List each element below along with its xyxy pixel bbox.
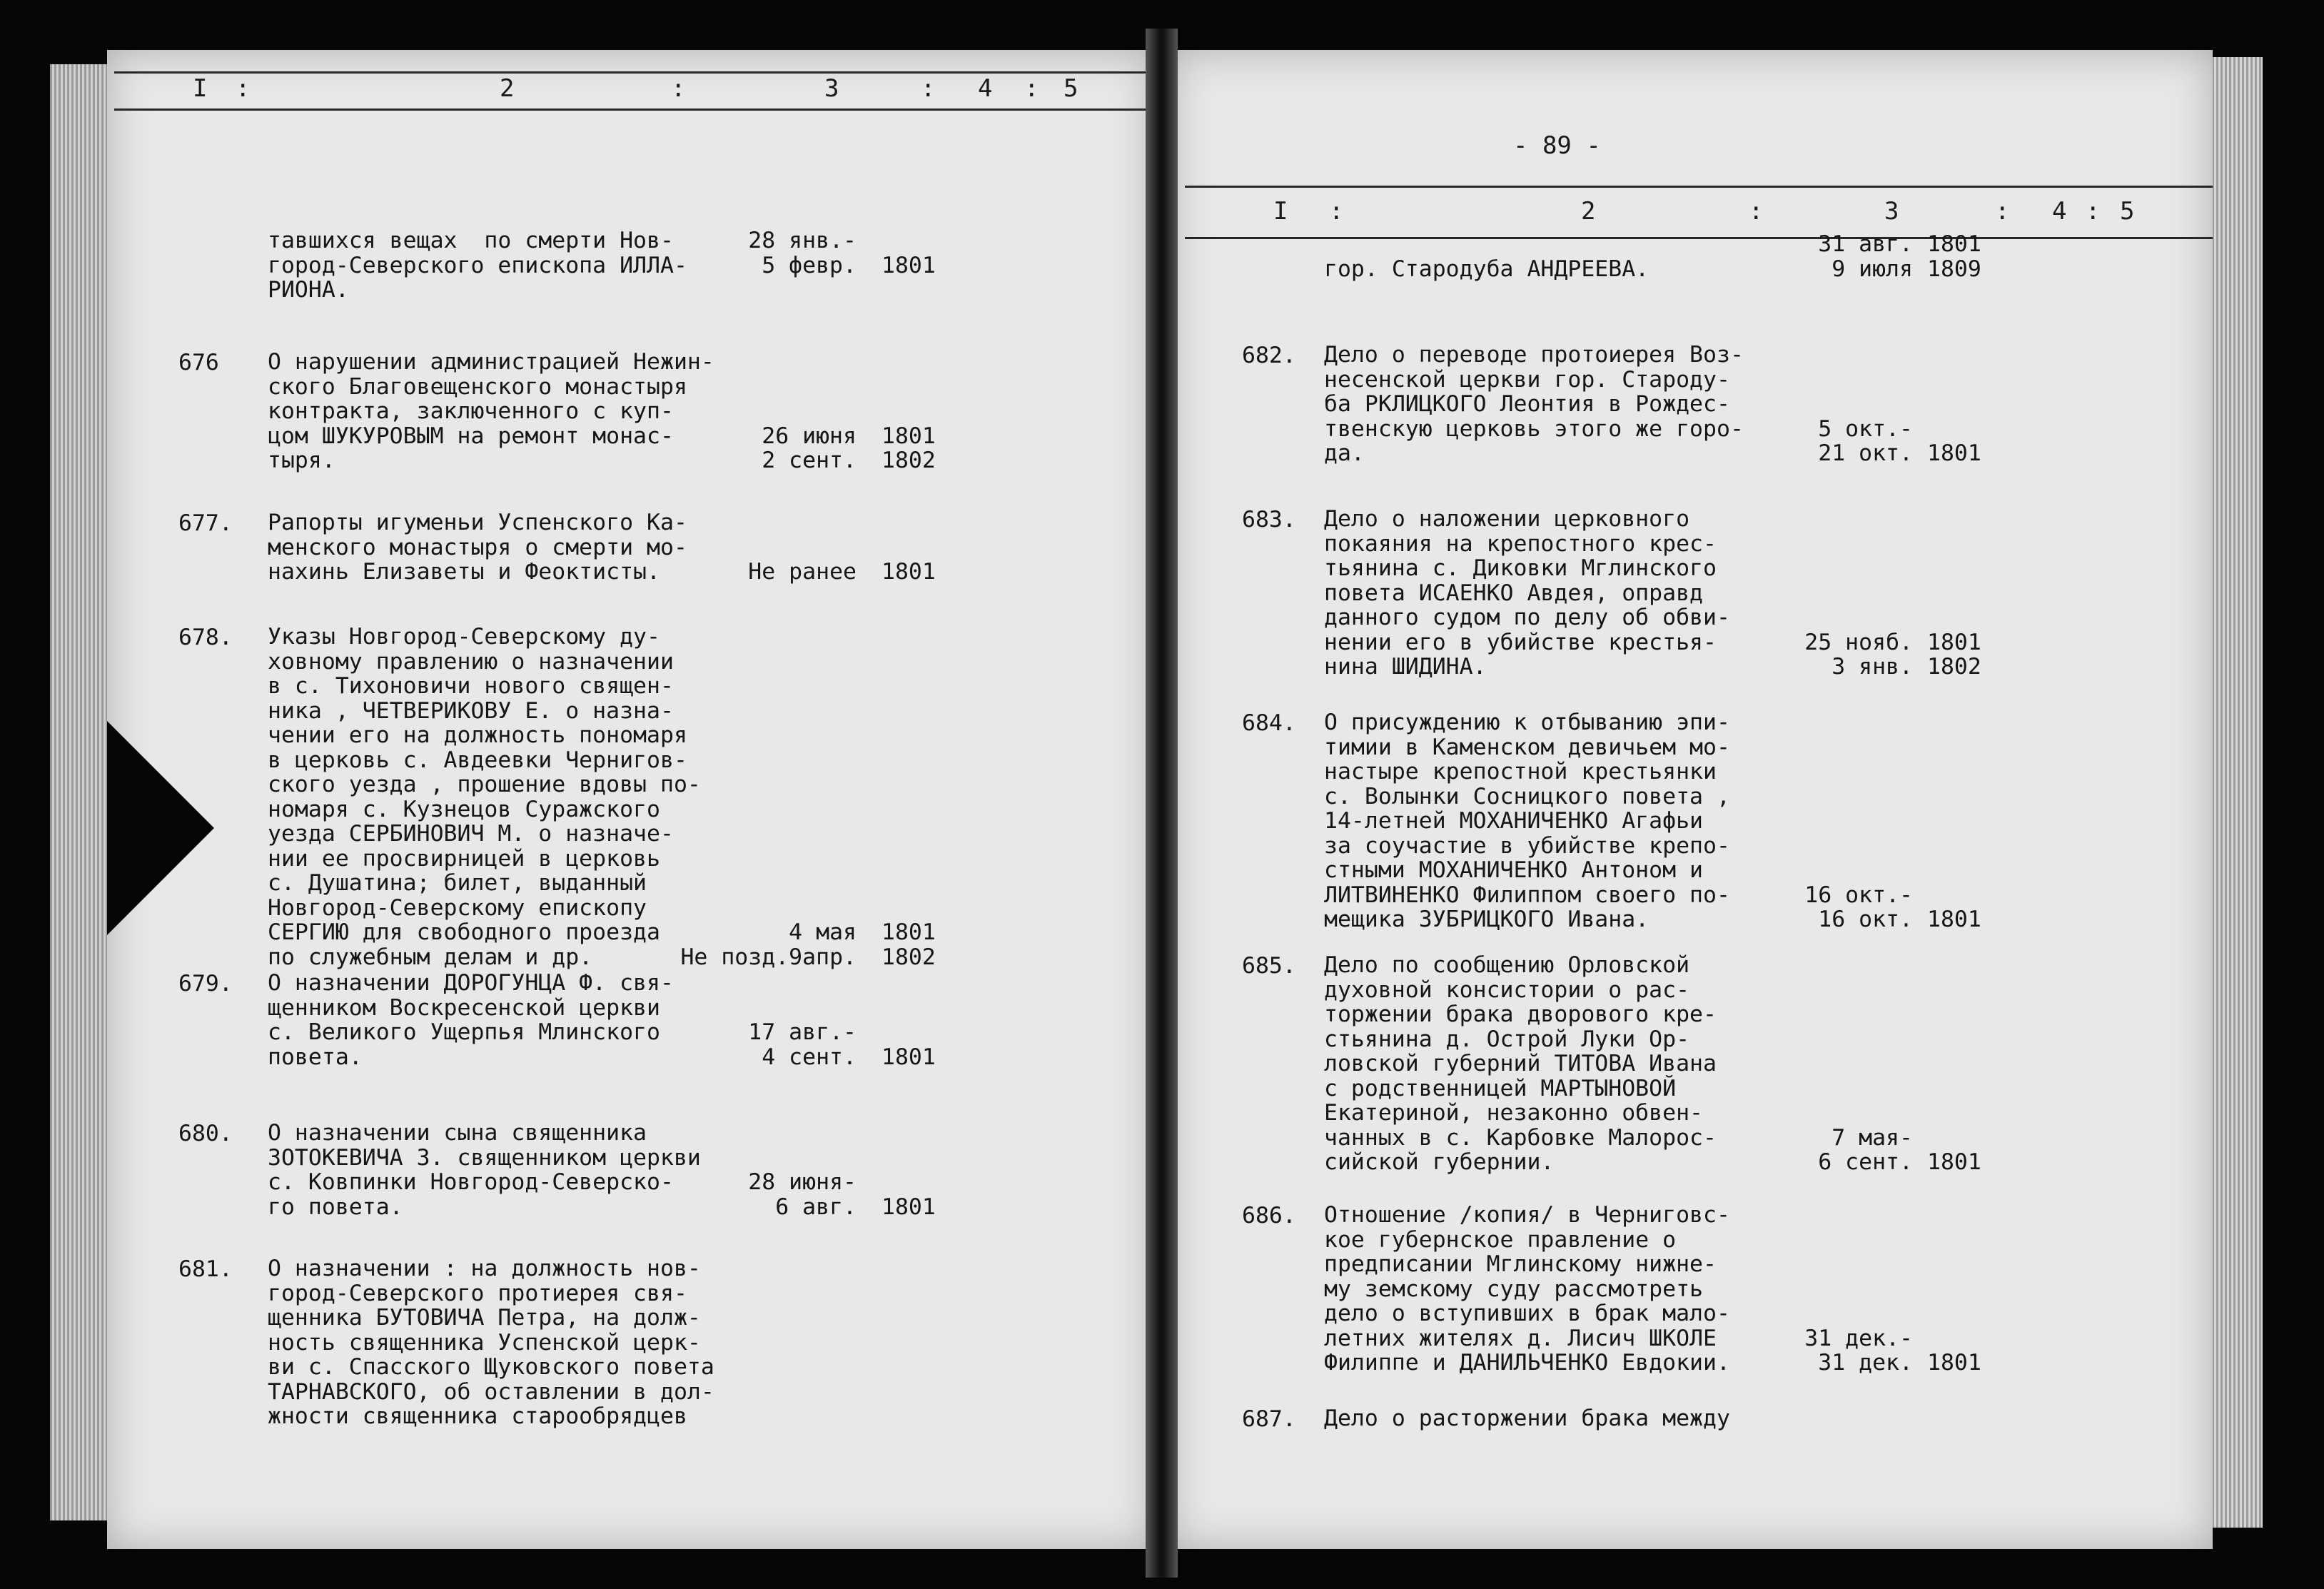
entry-date: 31 авг. — [1818, 231, 1913, 257]
col-sep: : — [2086, 197, 2101, 226]
entry-text-line: чении его на должность пономаря — [268, 722, 687, 748]
entry-text-line: ского Благовещенского монастыря — [268, 373, 687, 400]
entry-text-line: гор. Стародуба АНДРЕЕВА. — [1324, 256, 1649, 282]
entry-text-line: менского монастыря о смерти мо- — [268, 534, 687, 560]
entry-year: 1801 — [881, 252, 936, 278]
entry-text-line: дело о вступивших в брак мало- — [1324, 1301, 1730, 1326]
entry-text-line: твенскую церковь этого же горо- — [1324, 415, 1744, 442]
entry-text-line: уезда СЕРБИНОВИЧ М. о назначе- — [268, 821, 674, 847]
entry-text-line: ловской губерний ТИТОВА Ивана — [1324, 1051, 1717, 1076]
entry-text-line: Отношение /копия/ в Черниговс- — [1324, 1202, 1730, 1228]
entry-year: 1809 — [1927, 256, 1981, 282]
entry-text-line: О присуждению к отбыванию эпи- — [1324, 710, 1730, 735]
entry-text-line: Филиппе и ДАНИЛЬЧЕНКО Евдокии. — [1324, 1350, 1730, 1376]
entry-text-line: ЗОТОКЕВИЧА З. священником церкви — [268, 1144, 701, 1171]
col-header-2: 2 — [500, 74, 515, 103]
entry-date: 31 дек.- — [1804, 1325, 1913, 1351]
entry-text-line: данного судом по делу об обви- — [1324, 605, 1730, 630]
right-page-stack-edge — [2206, 57, 2263, 1528]
col-sep: : — [1995, 197, 2010, 226]
left-page-stack-edge — [50, 64, 114, 1520]
entry-text-line: по служебным делам и др. — [268, 944, 593, 970]
entry-text-line: ЛИТВИНЕНКО Филиппом своего по- — [1324, 882, 1730, 908]
entry-text-line: О назначении : на должность нов- — [268, 1256, 701, 1281]
entry-date: 4 мая — [789, 919, 857, 945]
entry-number: 681. — [178, 1256, 233, 1282]
entry-number: 687. — [1242, 1406, 1296, 1432]
entry-number: 678. — [178, 625, 233, 650]
entry-text-line: духовной консистории о рас- — [1324, 977, 1690, 1003]
entry-date: 16 окт. — [1818, 907, 1913, 932]
entry-text-line: повета. — [268, 1044, 363, 1070]
entry-text-line: Дело о расторжении брака между — [1324, 1406, 1730, 1431]
entry-date: 28 янв.- — [748, 228, 857, 253]
entry-year: 1801 — [881, 559, 936, 585]
entry-date: 6 авг. — [775, 1194, 857, 1220]
entry-text-line: ТАРНАВСКОГО, об оставлении в дол- — [268, 1378, 714, 1405]
entry-date: 3 янв. — [1832, 654, 1913, 680]
entry-text-line: Указы Новгород-Северскому ду- — [268, 624, 660, 650]
col-header-3: 3 — [1884, 197, 1899, 226]
entry-date: 16 окт.- — [1804, 882, 1913, 908]
entry-text-line: нина ШИДИНА. — [1324, 654, 1487, 680]
entry-text-line: Дело по сообщению Орловской — [1324, 952, 1690, 978]
entry-year: 1802 — [881, 944, 936, 970]
entry-text-line: стьянина д. Острой Луки Ор- — [1324, 1026, 1690, 1052]
entry-text-line: ность священника Успенской церк- — [268, 1329, 701, 1356]
entry-text-line: мещика ЗУБРИЦКОГО Ивана. — [1324, 907, 1649, 932]
entry-text-line: нении его в убийстве крестья- — [1324, 629, 1717, 655]
entry-text-line: Новгород-Северскому епископу — [268, 894, 647, 921]
entry-text-line: СЕРГИЮ для свободного проезда — [268, 919, 660, 945]
entry-date: 7 мая- — [1832, 1124, 1913, 1151]
entry-text-line: несенской церкви гор. Староду- — [1324, 366, 1730, 393]
entry-text-line: город-Северского протиерея свя- — [268, 1280, 687, 1306]
entry-date: 28 июня- — [748, 1169, 857, 1195]
entry-year: 1801 — [1927, 1149, 1981, 1175]
col-sep: : — [921, 74, 936, 103]
entry-text-line: ского уезда , прошение вдовы по- — [268, 772, 701, 797]
entry-text-line: торжении брака дворового кре- — [1324, 1002, 1717, 1027]
col-sep: : — [1024, 74, 1039, 103]
entry-text-line: го повета. — [268, 1194, 403, 1220]
col-header-5: 5 — [2120, 197, 2135, 226]
entry-year: 1802 — [881, 448, 936, 473]
entry-text-line: тавшихся вещах по смерти Нов- — [268, 228, 674, 253]
entry-text-line: настыре крепостной крестьянки — [1324, 759, 1717, 785]
col-header-4: 4 — [2052, 197, 2067, 226]
entry-number: 676 — [178, 350, 219, 375]
entry-text-line: предписании Мглинскому нижне- — [1324, 1251, 1717, 1277]
header-top-rule — [1185, 186, 2213, 188]
entry-number: 685. — [1242, 953, 1296, 979]
entry-number: 680. — [178, 1121, 233, 1146]
entry-text-line: щенником Воскресенской церкви — [268, 994, 660, 1021]
entry-text-line: повета ИСАЕНКО Авдея, оправд — [1324, 580, 1704, 606]
entry-text-line: О нарушении администрацией Нежин- — [268, 349, 714, 375]
entry-text-line: тимии в Каменском девичьем мо- — [1324, 734, 1730, 760]
entry-number: 686. — [1242, 1203, 1296, 1229]
right-page — [1171, 50, 2213, 1549]
entry-date: 25 нояб. — [1804, 629, 1913, 655]
entry-text-line: с. Великого Ущерпья Млинского — [268, 1019, 660, 1045]
entry-text-line: ви с. Спасского Щуковского повета — [268, 1354, 714, 1380]
entry-text-line: в церковь с. Авдеевки Чернигов- — [268, 747, 687, 773]
col-sep: : — [1749, 197, 1764, 226]
entry-year: 1801 — [881, 1044, 936, 1070]
entry-text-line: Рапорты игуменьи Успенского Ка- — [268, 510, 687, 535]
entry-date: 5 февр. — [762, 252, 857, 278]
entry-text-line: тыря. — [268, 448, 335, 473]
entry-text-line: жности священника старообрядцев — [268, 1403, 687, 1429]
entry-text-line: сийской губернии. — [1324, 1149, 1555, 1175]
entry-text-line: ника , ЧЕТВЕРИКОВУ Е. о назна- — [268, 697, 674, 724]
entry-date: 4 сент. — [762, 1044, 857, 1070]
header-bottom-rule — [1185, 237, 2213, 239]
entry-text-line: ховному правлению о назначении — [268, 648, 674, 675]
col-header-2: 2 — [1581, 197, 1596, 226]
entry-text-line: с. Волынки Сосницкого повета , — [1324, 783, 1730, 809]
entry-text-line: город-Северского епископа ИЛЛА- — [268, 252, 687, 278]
entry-text-line: кое губернское правление о — [1324, 1226, 1677, 1253]
entry-number: 679. — [178, 971, 233, 997]
entry-text-line: за соучастие в убийстве крепо- — [1324, 832, 1730, 859]
entry-text-line: да. — [1324, 440, 1365, 466]
col-sep: : — [671, 74, 686, 103]
entry-date: 9 июля — [1832, 256, 1913, 282]
entry-text-line: контракта, заключенного с куп- — [268, 398, 674, 424]
entry-text-line: нии ее просвирницей в церковь — [268, 845, 660, 872]
entry-year: 1801 — [1927, 629, 1981, 655]
entry-text-line: ба РКЛИЦКОГО Леонтия в Рождес- — [1324, 391, 1730, 417]
left-page — [107, 50, 1153, 1549]
entry-text-line: О назначении ДОРОГУНЦА Ф. свя- — [268, 970, 674, 996]
torn-page-edge — [107, 721, 214, 935]
entry-text-line: О назначении сына священника — [268, 1120, 647, 1146]
entry-text-line: с. Душатина; билет, выданный — [268, 870, 647, 896]
entry-text-line: в с. Тихоновичи нового священ- — [268, 673, 674, 699]
entry-number: 683. — [1242, 507, 1296, 533]
entry-year: 1801 — [881, 919, 936, 945]
entry-text-line: летних жителях д. Лисич ШКОЛЕ — [1324, 1325, 1717, 1351]
entry-text-line: нахинь Елизаветы и Феоктисты. — [268, 559, 660, 585]
col-header-5: 5 — [1064, 74, 1078, 103]
col-header-1: I — [193, 74, 208, 103]
col-sep: : — [1329, 197, 1344, 226]
entry-text-line: стными МОХАНИЧЕНКО Антоном и — [1324, 857, 1704, 883]
entry-text-line: Дело о переводе протоиерея Воз- — [1324, 342, 1744, 368]
entry-year: 1802 — [1927, 654, 1981, 680]
col-header-4: 4 — [978, 74, 993, 103]
entry-date: Не позд.9апр. — [680, 944, 857, 970]
entry-number: 682. — [1242, 343, 1296, 368]
entry-year: 1801 — [881, 1194, 936, 1220]
entry-date: 31 дек. — [1818, 1350, 1913, 1376]
entry-number: 684. — [1242, 710, 1296, 736]
entry-year: 1801 — [1927, 231, 1981, 257]
entry-year: 1801 — [881, 423, 936, 449]
entry-text-line: с. Ковпинки Новгород-Северско- — [268, 1169, 674, 1195]
entry-year: 1801 — [1927, 440, 1981, 466]
header-bottom-rule — [114, 109, 1149, 111]
entry-text-line: щенника БУТОВИЧА Петра, на долж- — [268, 1305, 701, 1331]
entry-year: 1801 — [1927, 907, 1981, 932]
entry-text-line: с родственницей МАРТЫНОВОЙ — [1324, 1075, 1677, 1101]
col-header-1: I — [1273, 197, 1288, 226]
book-gutter — [1146, 29, 1178, 1578]
entry-text-line: му земскому суду рассмотреть — [1324, 1276, 1704, 1302]
header-top-rule — [114, 71, 1149, 74]
entry-text-line: Дело о наложении церковного — [1324, 506, 1690, 532]
col-header-3: 3 — [824, 74, 839, 103]
entry-text-line: покаяния на крепостного крес- — [1324, 530, 1717, 557]
entry-number: 677. — [178, 510, 233, 536]
entry-date: Не ранее — [748, 559, 857, 585]
entry-text-line: РИОНА. — [268, 277, 349, 303]
entry-date: 21 окт. — [1818, 440, 1913, 466]
entry-year: 1801 — [1927, 1350, 1981, 1376]
entry-date: 2 сент. — [762, 448, 857, 473]
entry-text-line: тьянина с. Диковки Мглинского — [1324, 555, 1717, 581]
entry-date: 26 июня — [762, 423, 857, 449]
entry-date: 17 авг.- — [748, 1019, 857, 1045]
entry-text-line: номаря с. Кузнецов Суражского — [268, 796, 660, 822]
entry-text-line: цом ШУКУРОВЫМ на ремонт монас- — [268, 423, 674, 449]
entry-text-line: Екатериной, незаконно обвен- — [1324, 1100, 1704, 1126]
col-sep: : — [236, 74, 251, 103]
entry-text-line: чанных в с. Карбовке Малорос- — [1324, 1124, 1717, 1151]
entry-text-line: 14-летней МОХАНИЧЕНКО Агафьи — [1324, 808, 1704, 834]
page-number: - 89 - — [1513, 131, 1601, 160]
entry-date: 6 сент. — [1818, 1149, 1913, 1175]
entry-date: 5 окт.- — [1818, 415, 1913, 442]
